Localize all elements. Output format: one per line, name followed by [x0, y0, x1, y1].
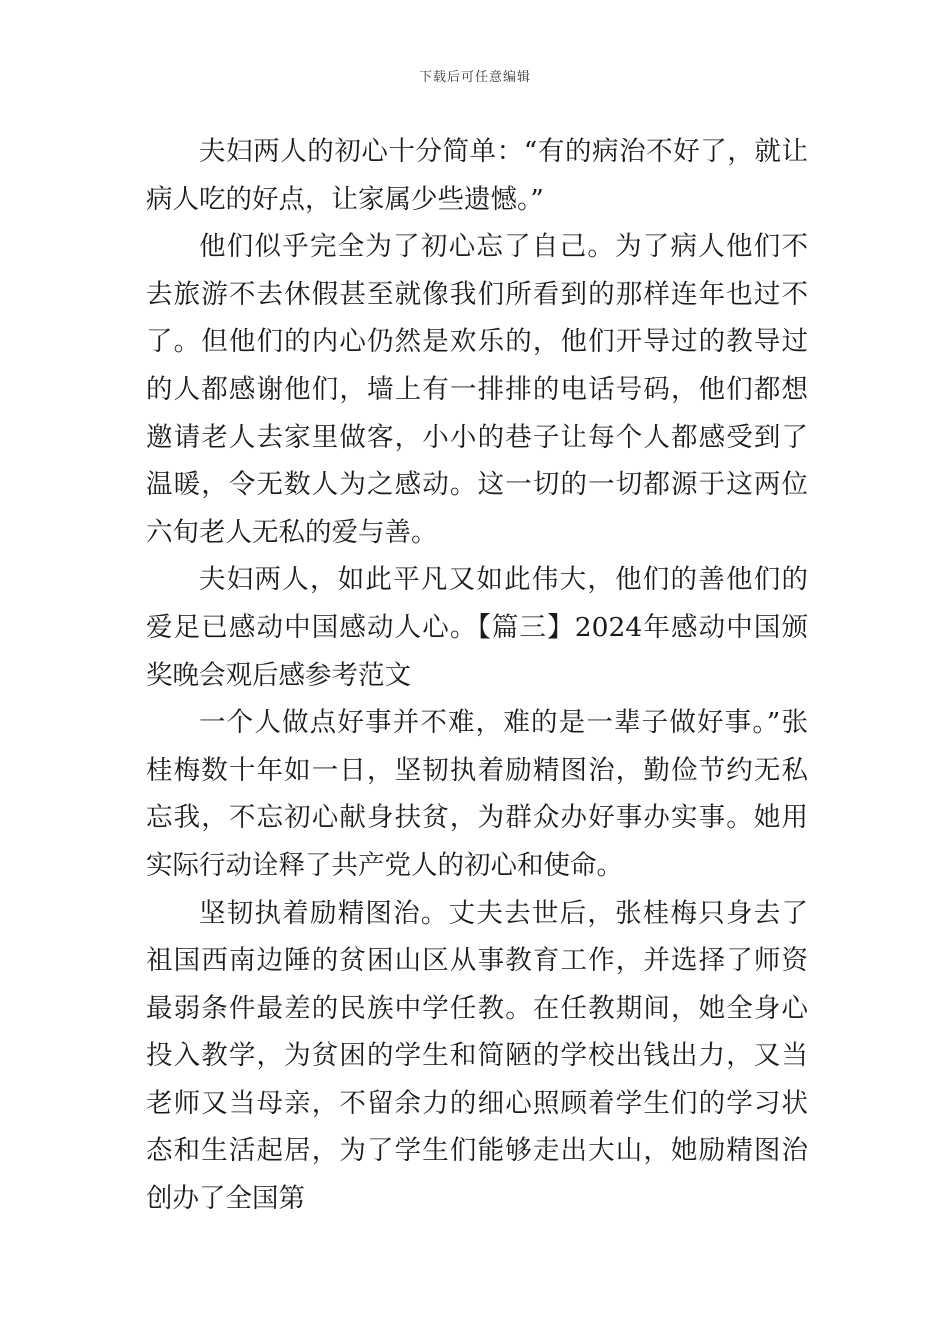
document-body [146, 128, 808, 1223]
paragraph-5: 坚韧执着励精图治。丈夫去世后，张桂梅只身去了祖国西南边陲的贫困山区从事教育工作，并选择了师资最弱条件最差的民族中学任教。在任教期间，她全身心投入教学，为贫困的学生和简陋的学校出钱出力，又当老师又当母亲，不留余力的细心照顾着学生们的学习状态和生活起居，为了学生们能够走出大山，她励精图治创办了全国第 [146, 897, 808, 1215]
paragraph-2: 他们似乎完全为了初心忘了自己。为了病人他们不去旅游不去休假甚至就像我们所看到的那样连年也过不了。但他们的内心仍然是欢乐的，他们开导过的教导过的人都感谢他们，墙上有一排排的电话号码，他们都想邀请老人去家里做客，小小的巷子让每个人都感受到了温暖，令无数人为之感动。这一切的一切都源于这两位六旬老人无私的爱与善。 [146, 231, 808, 548]
paragraph-3: 夫妇两人，如此平凡又如此伟大，他们的善他们的爱足已感动中国感动人心。【篇三】2024年感动中国颁奖晚会观后感参考范文 [146, 564, 808, 691]
paragraph-1: 夫妇两人的初心十分简单：“有的病治不好了，就让病人吃的好点，让家属少些遗憾。” [146, 136, 808, 215]
paragraph-4: 一个人做点好事并不难，难的是一辈子做好事。”张桂梅数十年如一日，坚韧执着励精图治，勤俭节约无私忘我，不忘初心献身扶贫，为群众办好事办实事。她用实际行动诠释了共产党人的初心和使命。 [146, 707, 808, 881]
page-header: 下载后可任意编辑 [418, 70, 531, 85]
